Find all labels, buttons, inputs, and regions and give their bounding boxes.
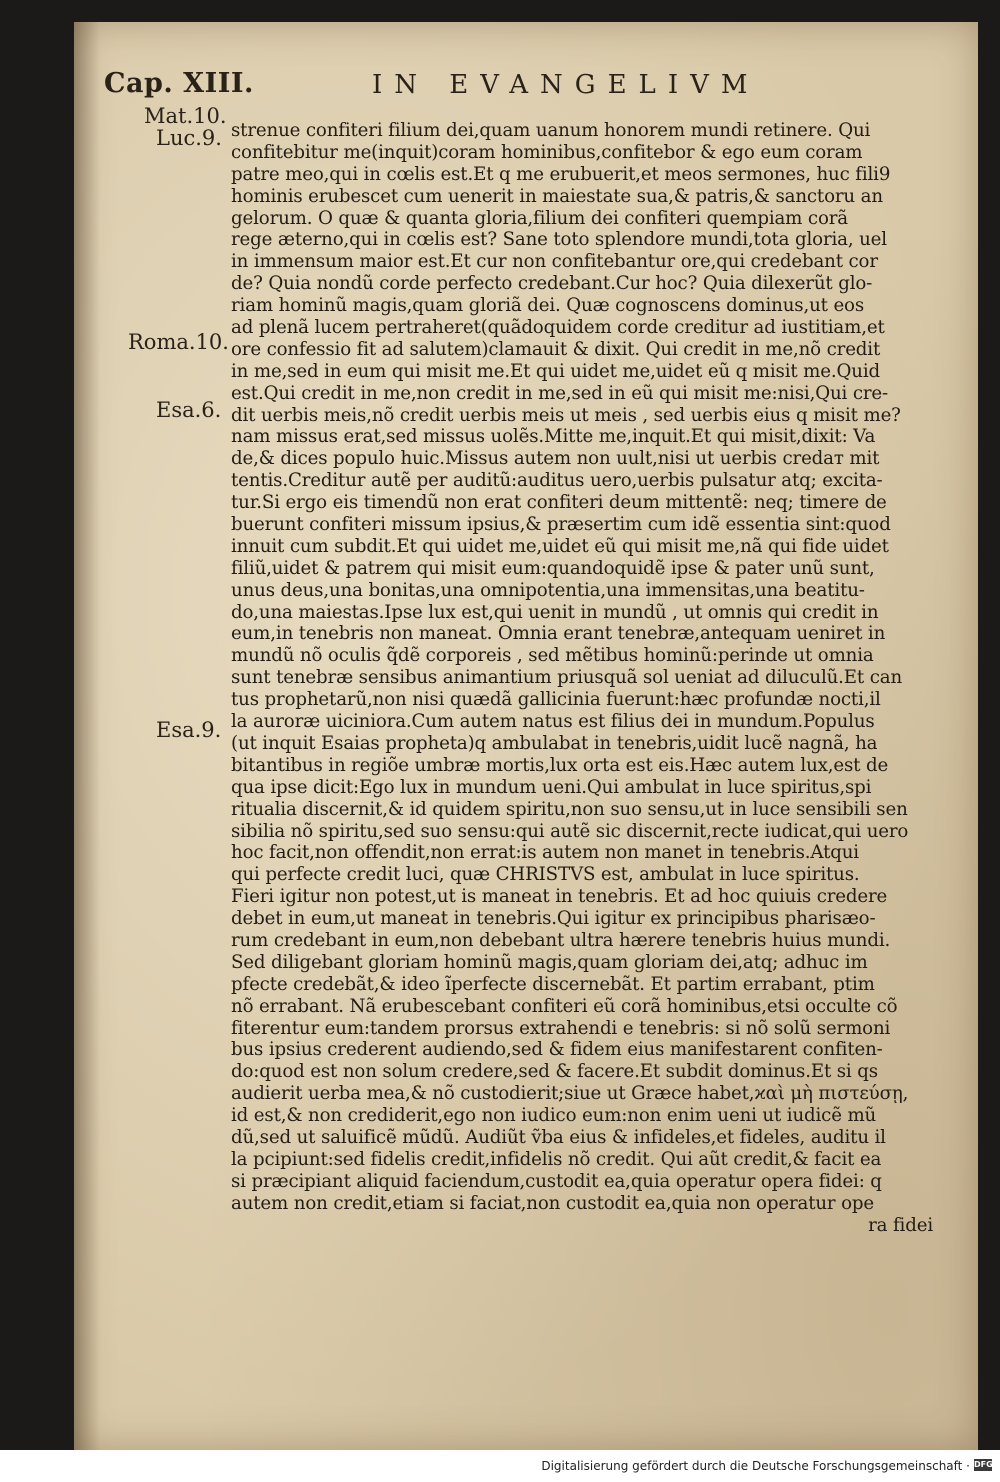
text-line: est.Qui credit in me,non credit in me,sed in eũ qui misit me:nisi,Qui cre-	[231, 382, 889, 404]
text-line: ore confessio fit ad salutem)clamauit & dixit. Qui credit in me,nõ credit	[231, 338, 881, 360]
digitization-footer	[0, 1450, 1000, 1482]
margin-note: Mat.10.	[144, 104, 227, 128]
margin-notes	[74, 22, 234, 1422]
text-line: rege æterno,qui in cœlis est? Sane toto splendore mundi,tota gloria, uel	[231, 229, 887, 251]
text-line: patre meo,qui in cœlis est.Et q me erubuerit,et meos sermones, huc fili9	[231, 163, 891, 185]
text-line: pfecte credebãt,& ideo ĩperfecte discernebãt. Et partim errabant, ptim	[231, 973, 875, 995]
margin-note: Roma.10.	[128, 330, 229, 354]
text-line: gelorum. O quæ & quanta gloria,filium dei confiteri quempiam corã	[231, 207, 848, 229]
text-line: la auroræ uiciniora.Cum autem natus est filius dei in mundum.Populus	[231, 711, 875, 733]
text-line: fiterentur eum:tandem prorsus extrahendi e tenebris: si nõ solũ sermoni	[231, 1017, 891, 1039]
text-line: qui perfecte credit luci, quæ CHRISTVS est, ambulat in luce spiritus.	[231, 864, 860, 886]
text-line: hoc facit,non offendit,non errat:is autem non manet in tenebris.Atqui	[231, 842, 859, 864]
text-line: dũ,sed ut saluificẽ mũdũ. Audiũt ṽba eius & infideles,et fideles, auditu il	[231, 1126, 886, 1148]
text-line: filiũ,uidet & patrem qui misit eum:quandoquidẽ ipse & pater unũ sunt,	[231, 557, 875, 579]
book-page	[74, 22, 978, 1450]
text-line: id est,& non crediderit,ego non iudico eum:non enim ueni ut iudicẽ mũ	[231, 1105, 877, 1127]
text-line: in immensum maior est.Et cur non confitebantur ore,qui credebant cor	[231, 251, 878, 273]
text-line: Fieri igitur non potest,ut is maneat in tenebris. Et ad hoc quiuis credere	[231, 886, 888, 908]
text-line: la pcipiunt:sed fidelis credit,infidelis nõ credit. Qui aũt credit,& facit ea	[231, 1148, 882, 1170]
text-line: (ut inquit Esaias propheta)q ambulabat in tenebris,uidit lucẽ nagnã, ha	[231, 732, 878, 754]
text-line: eum,in tenebris non maneat. Omnia erant tenebræ,antequam ueniret in	[231, 623, 886, 645]
body-text	[231, 120, 943, 1236]
text-line: bus ipsius crederent audiendo,sed & fidem eius manifestarent confiten-	[231, 1039, 883, 1061]
text-line: Sed diligebant gloriam hominũ magis,quam gloriam dei,atq; adhuc im	[231, 951, 868, 973]
text-line: nõ errabant. Nã erubescebant confiteri eũ corã hominibus,etsi occulte cõ	[231, 995, 898, 1017]
text-line: ritualia discernit,& id quidem spiritu,non suo sensu,ut in luce sensibili sen	[231, 798, 908, 820]
margin-note: Esa.6.	[156, 398, 222, 422]
text-line: riam hominũ magis,quam gloriã dei. Quæ cognoscens dominus,ut eos	[231, 295, 865, 317]
text-line: sibilia nõ spiritu,sed suo sensu:qui autẽ sic discernit,recte iudicat,qui uero	[231, 820, 909, 842]
text-line: dit uerbis meis,nõ credit uerbis meis ut meis , sed uerbis eius q misit me?	[231, 404, 901, 426]
text-line: de,& dices populo huic.Missus autem non uult,nisi ut uerbis credaт mit	[231, 448, 880, 470]
dfg-logo: DFG	[974, 1460, 993, 1469]
text-line: buerunt confiteri missum ipsius,& præsertim cum idẽ essentia sint:quod	[231, 514, 891, 536]
text-line: unus deus,una bonitas,una omnipotentia,una immensitas,una beatitu-	[231, 579, 865, 601]
chapter-number: Cap. XIII.	[104, 68, 254, 99]
margin-note: Luc.9.	[156, 126, 222, 150]
text-line: tur.Si ergo eis timendũ non erat confiteri deum mittentẽ: neq; timere de	[231, 492, 887, 514]
text-line: in me,sed in eum qui misit me.Et qui uidet me,uidet eũ q misit me.Quid	[231, 360, 881, 382]
text-line: debet in eum,ut maneat in tenebris.Qui igitur ex principibus pharisæo-	[231, 908, 876, 930]
text-line: bitantibus in regiõe umbræ mortis,lux orta est eis.Hæc autem lux,est de	[231, 754, 889, 776]
text-line: mundũ nõ oculis q̃dẽ corporeis , sed mẽtibus hominũ:perinde ut omnia	[231, 645, 874, 667]
text-line: ra fidei	[868, 1214, 933, 1236]
text-line: rum credebant in eum,non debebant ultra hærere tenebris huius mundi.	[231, 929, 891, 951]
text-line: tus prophetarũ,non nisi quædã gallicinia fuerunt:hæc profundæ nocti,il	[231, 689, 881, 711]
text-line: hominis erubescet cum uenerit in maiestate sua,& patris,& sanctoru an	[231, 185, 883, 207]
text-line: nam missus erat,sed missus uolẽs.Mitte me,inquit.Et qui misit,dixit: Va	[231, 426, 876, 448]
text-line: strenue confiteri filium dei,quam uanum honorem mundi retinere. Qui	[231, 120, 871, 141]
text-line: do:quod est non solum credere,sed & facere.Et subdit dominus.Et si qs	[231, 1061, 878, 1083]
text-line: innuit cum subdit.Et qui uidet me,uidet eũ qui misit me,nã qui fide uidet	[231, 535, 889, 557]
text-line: de? Quia nondũ corde perfecto credebant.Cur hoc? Quia dilexerũt glo-	[231, 273, 873, 295]
text-line: tentis.Creditur autẽ per auditũ:auditus uero,uerbis pulsatur atq; excita-	[231, 470, 883, 492]
text-line: audierit uerba mea,& nõ custodierit;siue ut Græce habet,ϰαὶ μὴ πιστεύσῃ,	[231, 1083, 909, 1105]
margin-note: Esa.9.	[156, 718, 222, 742]
text-line: autem non credit,etiam si faciat,non custodit ea,quia non operatur ope	[231, 1192, 874, 1214]
text-line: qua ipse dicit:Ego lux in mundum ueni.Qui ambulat in luce spiritus,spi	[231, 776, 872, 798]
text-line: do,una maiestas.Ipse lux est,qui uenit in mundũ , ut omnis qui credit in	[231, 601, 879, 623]
text-line: ad plenã lucem pertraheret(quãdoquidem corde creditur ad iustitiam,et	[231, 317, 885, 339]
text-line: si præcipiant aliquid faciendum,custodit ea,quia operatur opera fidei: q	[231, 1170, 882, 1192]
text-line: confitebitur me(inquit)coram hominibus,confitebor & ego eum coram	[231, 141, 863, 163]
book-title: IN EVANGELIVM	[372, 70, 760, 100]
text-line: sunt tenebræ sensibus animantium priusquã sol ueniat ad diluculũ.Et can	[231, 667, 903, 689]
funding-notice: Digitalisierung gefördert durch die Deutsche Forschungsgemeinschaft ·	[541, 1459, 970, 1473]
